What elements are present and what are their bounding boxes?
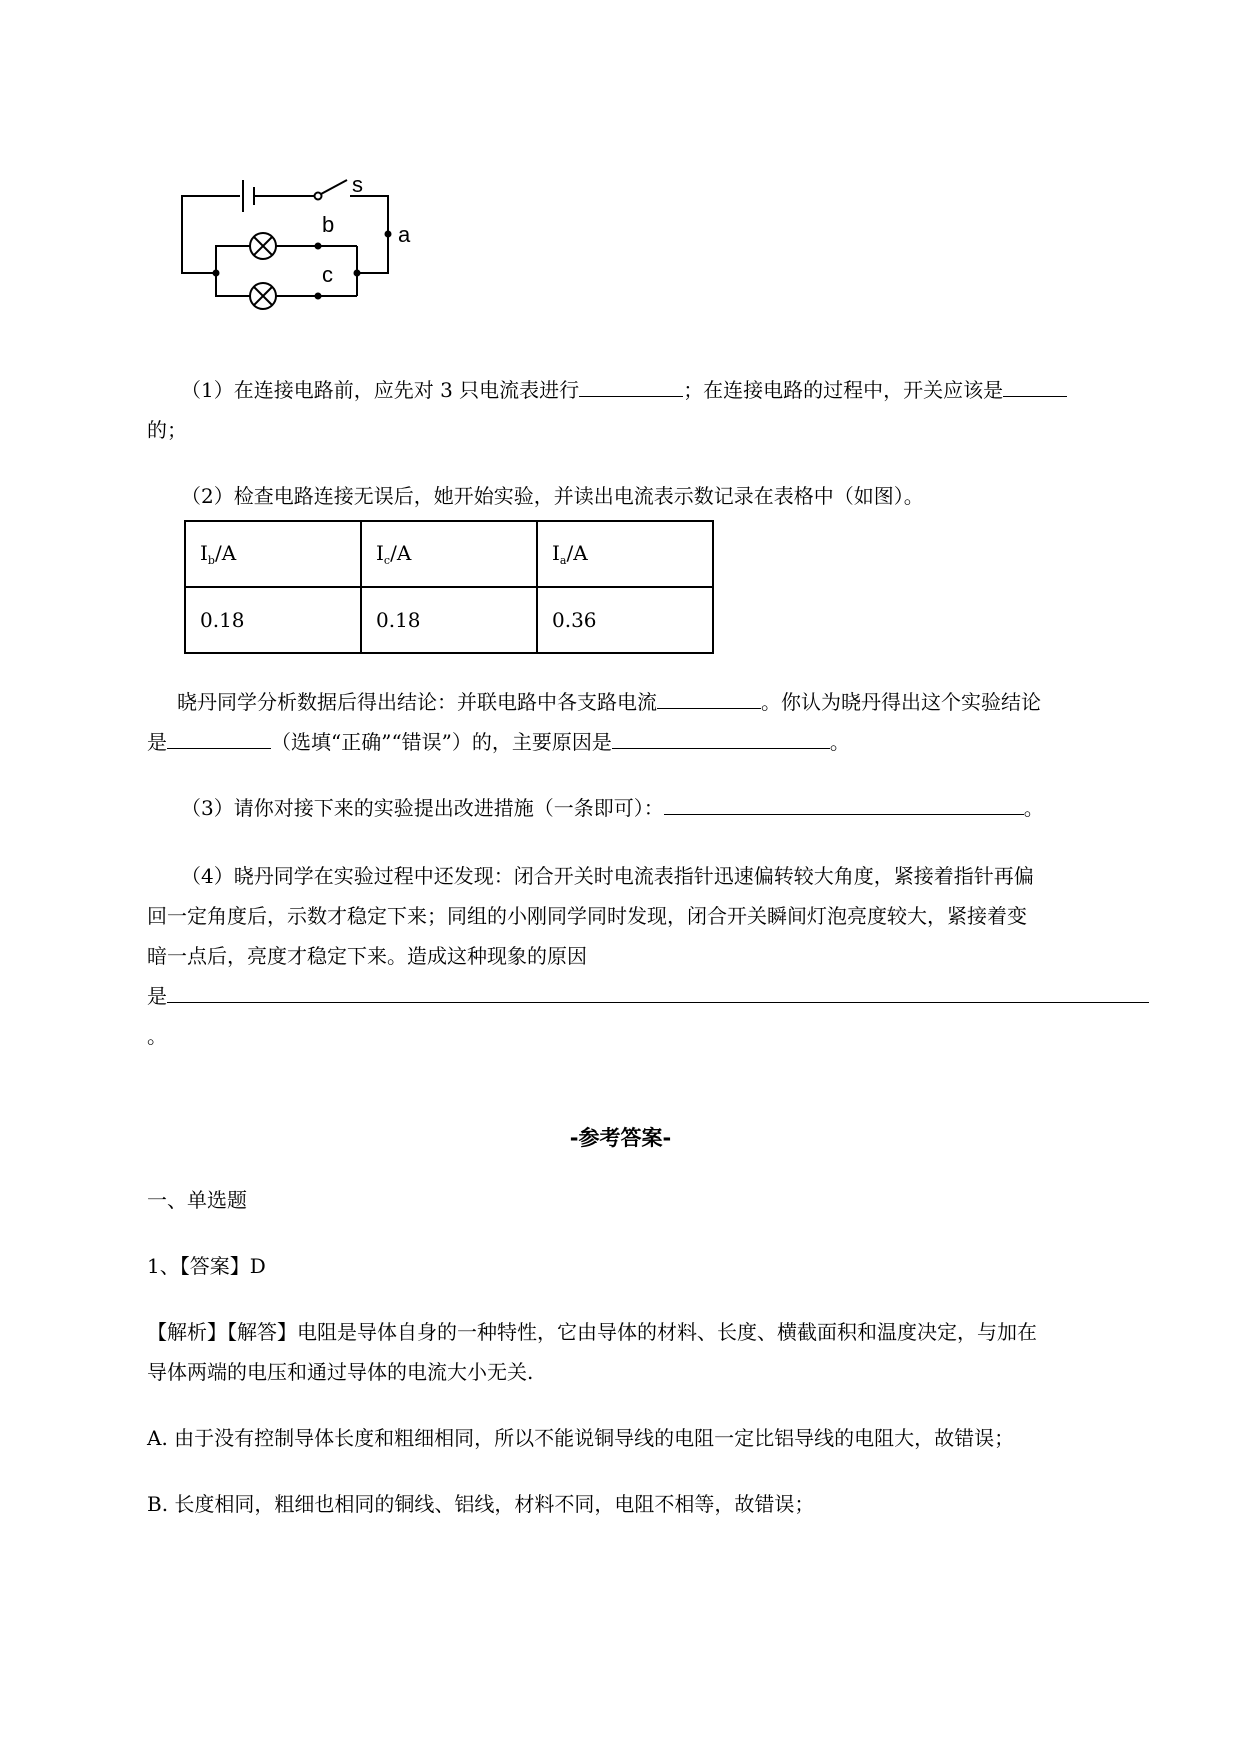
value-ia: 0.36 [537, 587, 713, 653]
q1-line2: 的； [147, 418, 187, 442]
answer-item-1: 1、【答案】D [147, 1254, 266, 1278]
conclusion-blank-1[interactable] [657, 688, 761, 709]
q1-blank-1[interactable] [579, 376, 683, 397]
current-table [184, 520, 714, 654]
analysis-line-1: 【解析】【解答】电阻是导体自身的一种特性，它由导体的材料、长度、横截面积和温度决定，与加在 [147, 1320, 1037, 1344]
header-ic: $I_c/A$ [361, 521, 537, 587]
q2-line: （2）检查电路连接无误后，她开始实验，并读出电流表示数记录在表格中（如图）。 [181, 484, 924, 508]
conclusion-blank-2[interactable] [167, 728, 271, 749]
q4-line3: 暗一点后，亮度才稳定下来。造成这种现象的原因 [147, 944, 587, 968]
table-row [185, 521, 713, 587]
conclusion-line2: 是 （选填“正确”“错误”）的，主要原因是 。 [147, 730, 850, 754]
wire-left-loop [182, 196, 240, 273]
label-c: c [322, 262, 333, 287]
node-c [315, 293, 322, 300]
circuit-diagram [170, 170, 430, 320]
answer-title: -参考答案- [569, 1126, 672, 1150]
q4-line1: （4）晓丹同学在实验过程中还发现：闭合开关时电流表指针迅速偏转较大角度，紧接着指针再偏 [181, 864, 1034, 888]
label-s: s [352, 172, 363, 197]
q3-blank[interactable] [664, 794, 1024, 815]
node-left-junction [213, 270, 220, 277]
node-right-junction [354, 270, 361, 277]
switch-pivot [315, 193, 322, 200]
option-a: A. 由于没有控制导体长度和粗细相同，所以不能说铜导线的电阻一定比铝导线的电阻大，故错误； [147, 1426, 1015, 1450]
q1-blank-2[interactable] [1003, 376, 1067, 397]
q1-line1: （1）在连接电路前，应先对 3 只电流表进行 ；在连接电路的过程中，开关应该是 [147, 376, 1147, 404]
label-b: b [322, 212, 335, 237]
value-ib: 0.18 [185, 587, 361, 653]
switch-blade [321, 180, 347, 194]
conclusion-line1: 晓丹同学分析数据后得出结论：并联电路中各支路电流 。你认为晓丹得出这个实验结论 [177, 690, 1041, 714]
answer-section-heading: 一、单选题 [147, 1188, 247, 1212]
q4-blank[interactable] [167, 982, 1149, 1003]
q3-line: （3）请你对接下来的实验提出改进措施（一条即可）： 。 [181, 796, 1044, 820]
header-ia: $I_a/A$ [537, 521, 713, 587]
header-ib: $I_b/A$ [185, 521, 361, 587]
q4-line5: 。 [147, 1024, 167, 1048]
label-a: a [398, 222, 411, 247]
q4-line2: 回一定角度后，示数才稳定下来；同组的小刚同学同时发现，闭合开关瞬间灯泡亮度较大，紧接着变 [147, 904, 1027, 928]
node-b [315, 243, 322, 250]
lamp-upper-icon [250, 233, 276, 259]
table-row [185, 587, 713, 653]
node-a [385, 231, 392, 238]
analysis-line-2: 导体两端的电压和通过导体的电流大小无关. [147, 1360, 534, 1384]
value-ic: 0.18 [361, 587, 537, 653]
q4-line4: 是 [147, 982, 1147, 1010]
conclusion-blank-3[interactable] [612, 728, 830, 749]
lamp-lower-icon [250, 283, 276, 309]
option-b: B. 长度相同，粗细也相同的铜线、铝线，材料不同，电阻不相等，故错误； [147, 1492, 815, 1516]
